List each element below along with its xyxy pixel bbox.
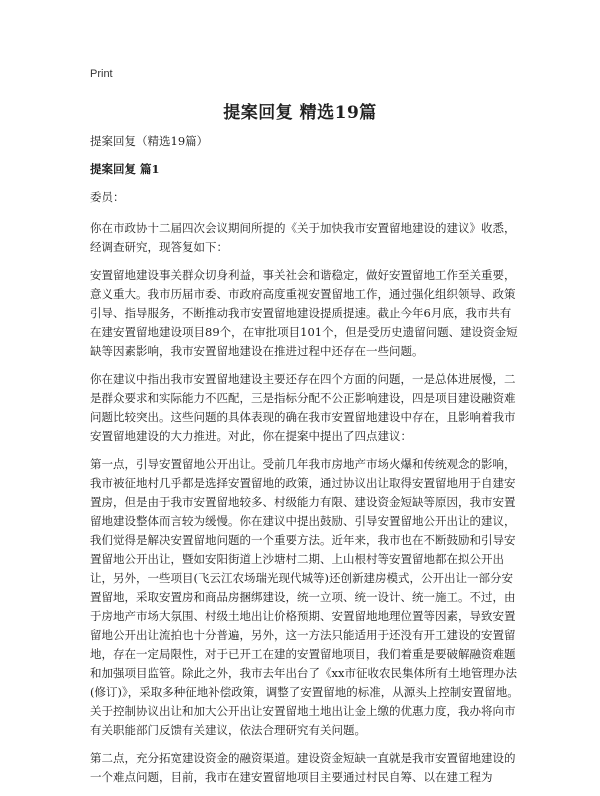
section-heading: 提案回复 篇1 xyxy=(90,162,160,176)
paragraph: 你在市政协十二届四次会议期间所提的《关于加快我市安置留地建设的建议》收悉，经调查研究，现答复如下： xyxy=(90,221,516,254)
document-body xyxy=(90,132,520,796)
document-subtitle: 提案回复（精选19篇） xyxy=(90,134,209,148)
paragraph: 安置留地建设事关群众切身利益，事关社会和谐稳定，做好安置留地工作至关重要，意义重大。我市历届市委、市政府高度重视安置留地工作，通过强化组织领导、政策引导、指导服务，不断推动我市安置留地建设提质提速。截止今年6月底，我市共有在建安置留地建设项目89个，在审批项目101个，但是受历史遗留问题、建设资金短缺等因素影响，我市安置留地建设在推进过程中还存在一些问题。 xyxy=(90,268,518,358)
greeting: 委员： xyxy=(90,190,125,204)
paragraph: 你在建议中指出我市安置留地建设主要还存在四个方面的问题，一是总体进展慢，二是群众要求和实际能力不匹配，三是指标分配不公正影响建设，四是项目建设融资难问题比较突出。这些问题的具体表现的确在我市安置留地建设中存在，且影响着我市安置留地建设的大力推进。对此，你在提案中提出了四点建议： xyxy=(90,372,516,443)
paragraph: 第二点，充分拓宽建设资金的融资渠道。建设资金短缺一直就是我市安置留地建设的一个难点问题，目前，我市在建安置留地项目主要通过村民自筹、以在建工程为 xyxy=(90,751,516,784)
document-title: 提案回复 精选19篇 xyxy=(223,103,377,123)
print-label: Print xyxy=(90,68,113,80)
paragraph: 第一点，引导安置留地公开出让。受前几年我市房地产市场火爆和传统观念的影响，我市被征地村几乎都是选择安置留地的政策，通过协议出让取得安置留地用于自建安置房，但是由于我市安置留地较多、村级能力有限、建设资金短缺等原因，我市安置留地建设整体而言较为缓慢。你在建议中提出鼓励、引导安置留地公开出让的建议，我们觉得是解决安置留地问题的一个重要方法。近年来，我市也在不断鼓励和引导安置留地公开出让，暨如安阳街道上沙塘村二期、上山根村等安置留地都在拟公开出让，另外，一些项目(飞云江农场瑞光现代城等)还创新建房模式，公开出让一部分安置留地，采取安置房和商品房捆绑建设，统一立项、统一设计、统一施工。不过，由于房地产市场大氛围、村级土地出让价格预期、安置留地地理位置等因素，导致安置留地公开出让流拍也十分普遍，另外，这一方法只能适用于还没有开工建设的安置留地，存在一定局限性，对于已开工在建的安置留地项目，我们着重是要破解融资难题和加强项目监管。除此之外，我市去年出台了《xx市征收农民集体所有土地管理办法(修订)》，采取多种征地补偿政策，调整了安置留地的标准，从源头上控制安置留地。关于控制协议出让和加大公开出让安置留地土地出让金上缴的优惠力度，我办将向市有关职能部门反馈有关建议，依法合理研究有关问题。 xyxy=(90,457,519,737)
